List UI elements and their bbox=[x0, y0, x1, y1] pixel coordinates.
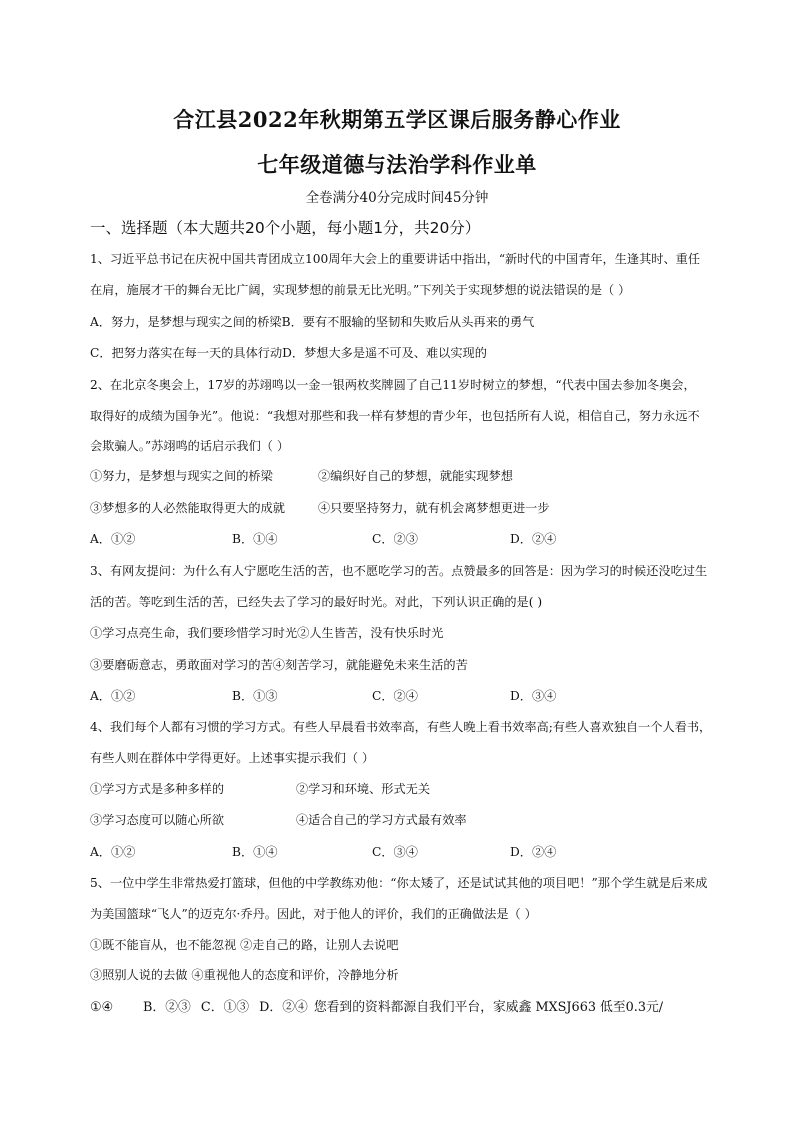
q2-choice-b: B．①④ bbox=[232, 532, 278, 546]
document-subtitle-title: 七年级道德与法治学科作业单 bbox=[257, 152, 537, 177]
q4-choice-a: A．①② bbox=[90, 845, 136, 859]
q2-statement-4: ④只要坚持努力，就有机会离梦想更进一步 bbox=[318, 501, 550, 515]
section-heading: 一、选择题（本大题共20个小题，每小题1分，共20分） bbox=[90, 219, 481, 237]
q2-statement-3: ③梦想多的人必然能取得更大的成就 bbox=[90, 501, 285, 515]
watermark-ad-text: 您看到的资料都源自我们平台，家威鑫 MXSJ663 低至0.3元/ bbox=[313, 1000, 664, 1015]
q1-options-line1: A．努力，是梦想与现实之间的桥梁B．要有不服输的坚韧和失败后从头再来的勇气 bbox=[90, 315, 535, 329]
q3-choice-c: C．②④ bbox=[372, 689, 418, 703]
document-title: 合江县2022年秋期第五学区课后服务静心作业 bbox=[173, 107, 621, 132]
q1-options-line2: C．把努力落实在每一天的具体行动D．梦想大多是遥不可及、难以实现的 bbox=[90, 346, 487, 360]
q2-choice-c: C．②③ bbox=[372, 532, 418, 546]
q3-statements-line2: ③要磨砺意志，勇敢面对学习的苦④刻苦学习，就能避免未来生活的苦 bbox=[90, 658, 468, 672]
q4-statement-2: ②学习和环境、形式无关 bbox=[296, 782, 431, 796]
q5-stem-line2: 为美国篮球“飞人”的迈克尔·乔丹。因此，对于他人的评价，我们的正确做法是（ ） bbox=[90, 907, 537, 921]
q5-statements-line1: ①既不能盲从，也不能忽视 ②走自己的路，让别人去说吧 bbox=[90, 938, 399, 952]
q4-statement-1: ①学习方式是多种多样的 bbox=[90, 782, 225, 796]
q4-statement-3: ③学习态度可以随心所欲 bbox=[90, 813, 225, 827]
q2-stem-line1: 2、在北京冬奥会上，17岁的苏翊鸣以一金一银两枚奖牌圆了自己11岁时树立的梦想，“代表中国去参加冬奥会， bbox=[90, 378, 696, 392]
q4-stem-line2: 有些人则在群体中学得更好。上述事实提示我们（ ） bbox=[90, 751, 375, 765]
q2-stem-line3: 会欺骗人。”苏翊鸣的话启示我们（ ） bbox=[90, 439, 290, 453]
q5-stem-line1: 5、一位中学生非常热爱打篮球，但他的中学教练劝他：“你太矮了，还是试试其他的项目吧！”那个学生就是后来成 bbox=[90, 876, 708, 890]
q3-stem-line1: 3、有网友提问：为什么有人宁愿吃生活的苦，也不愿吃学习的苦。点赞最多的回答是：因为学习的时候还没吃过生 bbox=[90, 564, 708, 578]
q3-choice-a: A．①② bbox=[90, 689, 136, 703]
q1-stem-line1: 1、习近平总书记在庆祝中国共青团成立100周年大会上的重要讲话中指出，“新时代的中国青年，生逢其时、重任 bbox=[90, 252, 701, 266]
q4-choice-d: D．②④ bbox=[510, 845, 557, 859]
exam-info: 全卷满分40分完成时间45分钟 bbox=[305, 190, 489, 206]
q5-choice-a: ①④ bbox=[90, 1000, 113, 1015]
q5-choices-footer bbox=[90, 996, 669, 1015]
q5-statements-line2: ③照别人说的去做 ④重视他人的态度和评价，冷静地分析 bbox=[90, 968, 399, 982]
q5-choice-b: B．②③ bbox=[143, 1000, 191, 1015]
q5-choice-c: C．①③ bbox=[200, 1000, 250, 1015]
q1-stem-line2: 在肩，施展才干的舞台无比广阔，实现梦想的前景无比光明。”下列关于实现梦想的说法错误的是（ ） bbox=[90, 283, 631, 297]
q3-choice-d: D．③④ bbox=[510, 689, 557, 703]
q3-stem-line2: 活的苦。等吃到生活的苦，已经失去了学习的最好时光。对此，下列认识正确的是( ) bbox=[90, 595, 543, 609]
q3-choice-b: B．①③ bbox=[232, 689, 278, 703]
q4-statement-4: ④适合自己的学习方式最有效率 bbox=[296, 813, 467, 827]
q2-choice-d: D．②④ bbox=[510, 532, 557, 546]
q2-choice-a: A．①② bbox=[90, 532, 136, 546]
q3-statements-line1: ①学习点亮生命，我们要珍惜学习时光②人生皆苦，没有快乐时光 bbox=[90, 626, 444, 640]
q4-choice-b: B．①④ bbox=[232, 845, 278, 859]
q2-statement-2: ②编织好自己的梦想，就能实现梦想 bbox=[318, 469, 513, 483]
q5-choice-d: D．②④ bbox=[259, 1000, 308, 1015]
q2-stem-line2: 取得好的成绩为国争光”。他说：“我想对那些和我一样有梦想的青少年，也包括所有人说，相信自己，努力永远不 bbox=[90, 409, 700, 423]
q4-choice-c: C．③④ bbox=[372, 845, 418, 859]
q4-stem-line1: 4、我们每个人都有习惯的学习方式。有些人早晨看书效率高，有些人晚上看书效率高;有些人喜欢独自一个人看书， bbox=[90, 720, 712, 734]
q2-statement-1: ①努力，是梦想与现实之间的桥梁 bbox=[90, 469, 273, 483]
